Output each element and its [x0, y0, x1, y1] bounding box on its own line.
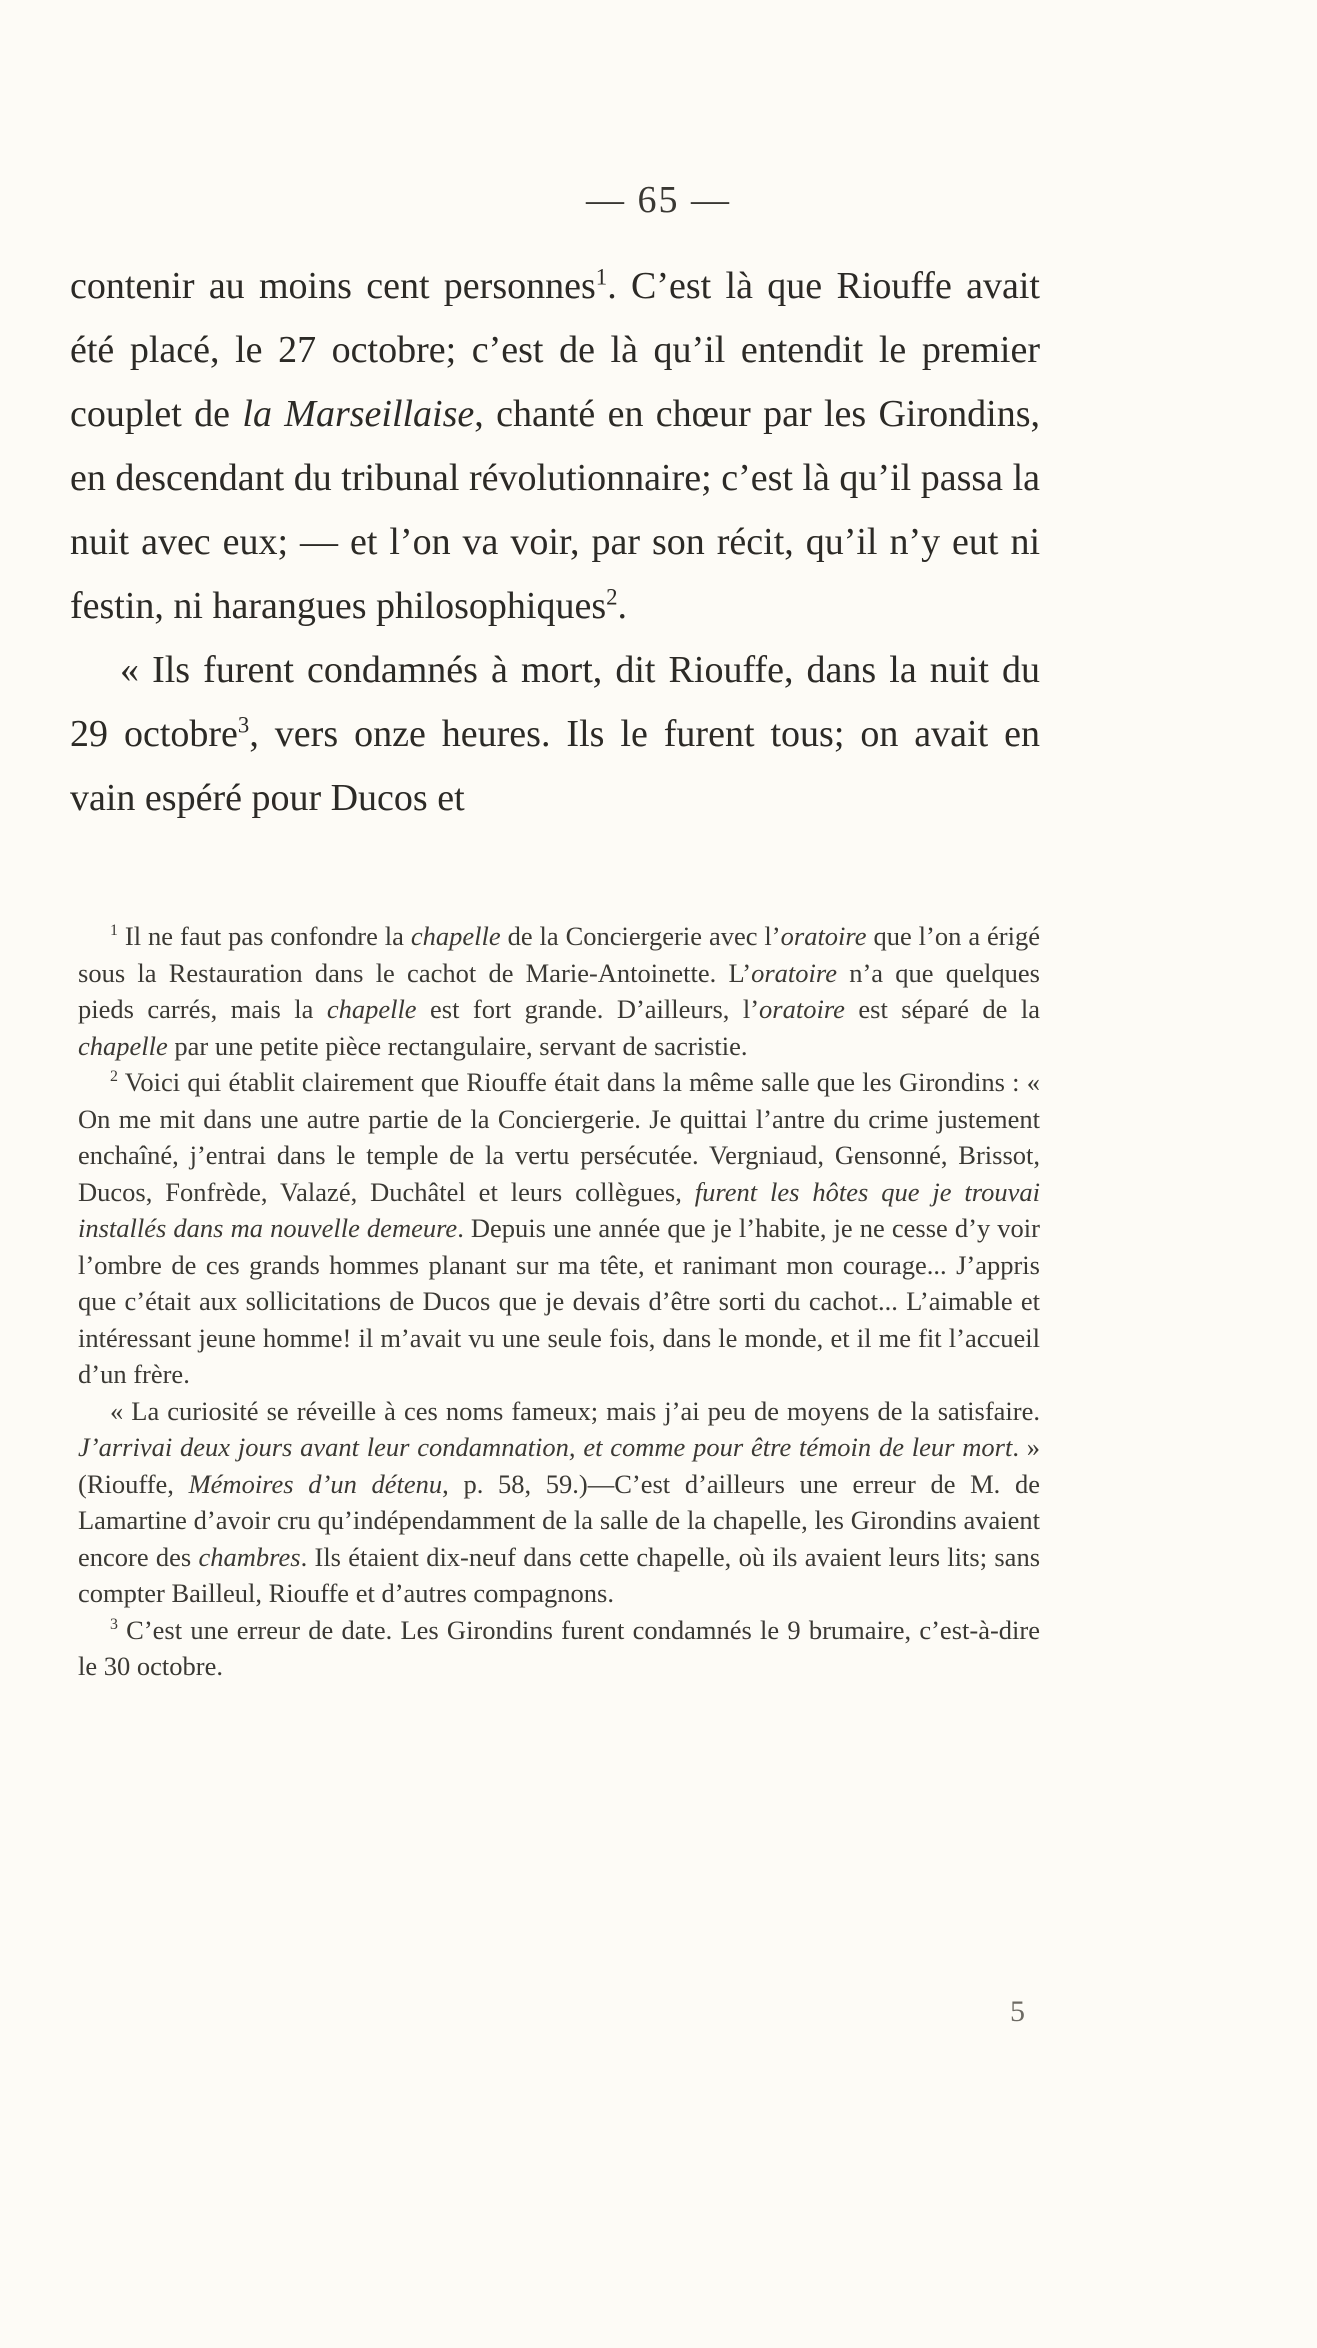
paragraph-1	[70, 254, 1040, 638]
footnote-marker: 1	[110, 922, 118, 940]
text-run: n’a que quelques pieds carrés, mais la	[78, 957, 1040, 1024]
text-run: de la Conciergerie avec l’	[500, 921, 781, 951]
text-run: est séparé de la	[844, 994, 1040, 1024]
footnote-3	[78, 1612, 1040, 1685]
text-run: « Ils furent condamnés à mort, dit Riouffe, dans la nuit du 29 octobre	[70, 649, 1040, 755]
text-run: .	[617, 585, 628, 627]
italic-text: oratoire	[759, 994, 845, 1024]
footnote-2	[78, 1064, 1040, 1393]
italic-title: la Marseillaise	[242, 393, 475, 435]
text-run: que l’on a érigé sous la Restauration dans le cachot de Marie-Antoinette. L’	[78, 921, 1040, 988]
text-run: Voici qui établit clairement que Riouffe était dans la même salle que les Girondins : « On me mit dans une autre partie de la Conciergerie. Je quittai l’antre du crime justement enchaîné, j’entrai dans le temple de la vertu persécutée. Vergniaud, Gensonné, Brissot, Ducos, Fonfrède, Valazé, Duchâtel et leurs collègues,	[78, 1067, 1040, 1207]
paragraph-2	[70, 638, 1040, 830]
text-run: contenir au moins cent personnes	[70, 265, 596, 307]
signature-mark: 5	[1010, 1995, 1025, 2028]
text-run: , chanté en chœur par les Girondins, en descendant du tribunal révolutionnaire; c’est là qu’il passa la nuit avec eux; — et l’on va voir, par son récit, qu’il n’y eut ni festin, ni harangues philosophiques	[70, 393, 1040, 627]
footnote-marker: 2	[110, 1068, 118, 1086]
text-run: est fort grande. D’ailleurs, l’	[416, 994, 760, 1024]
footnote-marker: 3	[110, 1615, 118, 1633]
italic-text: chapelle	[326, 994, 417, 1024]
italic-text: chapelle	[78, 1030, 168, 1061]
italic-text: oratoire	[751, 957, 837, 988]
text-run: . C’est là que Riouffe avait été placé, le 27 octobre; c’est de là qu’il entendit le premier couplet de	[70, 265, 1040, 435]
footnotes	[78, 918, 1040, 1685]
text-run: , vers onze heures. Ils le furent tous; on avait en vain espéré pour Ducos et	[70, 713, 1040, 819]
text-run: C’est une erreur de date. Les Girondins furent condamnés le 9 brumaire, c’est-à-dire le 30 octobre.	[78, 1614, 1040, 1681]
footnote-2-continued	[78, 1393, 1040, 1612]
footnote-1	[78, 918, 1040, 1064]
text-run: par une petite pièce rectangulaire, servant de sacristie.	[167, 1030, 748, 1061]
text-run: . Ils étaient dix-neuf dans cette chapelle, où ils avaient leurs lits; sans compter Bailleul, Riouffe et d’autres compagnons.	[78, 1541, 1041, 1608]
main-text	[70, 254, 1040, 830]
italic-text: J’arrivai deux jours avant leur condamnation, et comme pour être témoin de leur mort	[78, 1432, 1013, 1462]
text-run: Il ne faut pas confondre la	[117, 921, 411, 951]
italic-text: oratoire	[780, 921, 867, 951]
italic-text: furent les hôtes que je trouvai installés dans ma nouvelle demeure	[78, 1176, 1040, 1243]
footnote-ref: 1	[595, 264, 608, 290]
italic-text: Mémoires d’un détenu	[188, 1468, 443, 1499]
italic-text: chambres	[198, 1541, 301, 1572]
footnote-ref: 3	[237, 712, 250, 738]
footnote-ref: 2	[606, 584, 618, 610]
text-run: . Depuis une année que je l’habite, je ne cesse d’y voir l’ombre de ces grands hommes planant sur ma tête, et ranimant mon courage... J’appris que c’était aux sollicitations de Ducos que je devais d’être sorti du cachot... L’aimable et intéressant jeune homme! il m’avait vu une seule fois, dans le monde, et il me fit l’accueil d’un frère.	[78, 1213, 1040, 1389]
text-run: , p. 58, 59.)—C’est d’ailleurs une erreur de M. de Lamartine d’avoir cru qu’indépendamment de la salle de la chapelle, les Girondins avaient encore des	[78, 1468, 1040, 1572]
page-number: — 65 —	[586, 179, 731, 221]
text-run: . » (Riouffe,	[78, 1432, 1040, 1499]
italic-text: chapelle	[410, 921, 501, 951]
text-run: « La curiosité se réveille à ces noms fameux; mais j’ai peu de moyens de la satisfaire.	[110, 1395, 1040, 1426]
